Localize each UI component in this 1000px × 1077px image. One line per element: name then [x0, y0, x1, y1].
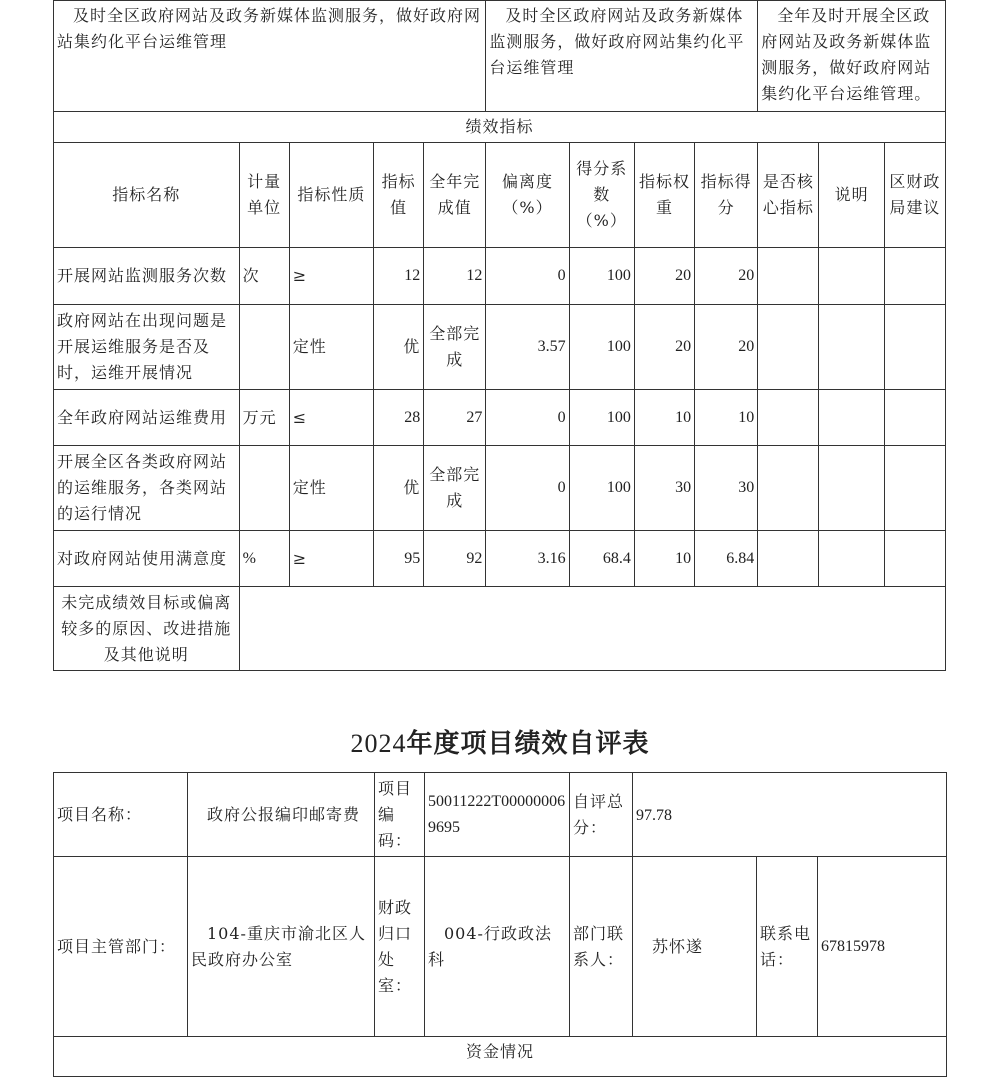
indicator-note	[819, 390, 884, 446]
self-score-value: 97.78	[633, 773, 947, 857]
indicator-weight: 20	[634, 248, 694, 305]
indicator-name: 对政府网站使用满意度	[54, 531, 240, 587]
indicator-nature: 定性	[289, 446, 373, 531]
dept-label: 项目主管部门：	[54, 857, 188, 1037]
indicator-advice	[884, 390, 945, 446]
indicator-target: 优	[374, 446, 424, 531]
finance-office-value: 004-行政政法科	[425, 857, 570, 1037]
indicator-advice	[884, 305, 945, 390]
finance-office-label: 财政归口处室：	[375, 857, 425, 1037]
indicator-core	[758, 531, 819, 587]
indicator-name: 开展网站监测服务次数	[54, 248, 240, 305]
indicator-target: 12	[374, 248, 424, 305]
indicator-note	[819, 531, 884, 587]
indicator-score: 20	[695, 305, 758, 390]
header-cell: 区财政局建议	[884, 143, 945, 248]
indicator-core	[758, 390, 819, 446]
contact-label: 部门联系人：	[570, 857, 633, 1037]
indicator-score: 20	[695, 248, 758, 305]
indicator-actual: 全部完成	[424, 446, 486, 531]
indicator-score: 10	[695, 390, 758, 446]
indicator-note	[819, 446, 884, 531]
indicator-note	[819, 248, 884, 305]
goal-cell-2: 及时全区政府网站及政务新媒体监测服务，做好政府网站集约化平台运维管理	[486, 1, 758, 112]
table-row	[54, 248, 946, 305]
indicator-actual: 12	[424, 248, 486, 305]
header-cell: 指标得分	[695, 143, 758, 248]
indicator-nature: 定性	[289, 305, 373, 390]
header-cell: 是否核心指标	[758, 143, 819, 248]
header-cell: 偏离度（%）	[486, 143, 569, 248]
indicator-coef: 100	[569, 390, 634, 446]
header-cell: 指标权重	[634, 143, 694, 248]
indicator-score: 30	[695, 446, 758, 531]
indicator-name: 政府网站在出现问题是开展运维服务是否及时，运维开展情况	[54, 305, 240, 390]
project-code-label: 项目编码：	[375, 773, 425, 857]
indicator-target: 优	[374, 305, 424, 390]
indicator-target: 95	[374, 531, 424, 587]
indicator-note	[819, 305, 884, 390]
indicator-advice	[884, 446, 945, 531]
indicator-deviation: 3.16	[486, 531, 569, 587]
table-row	[54, 305, 946, 390]
indicator-core	[758, 305, 819, 390]
indicator-deviation: 0	[486, 446, 569, 531]
indicator-weight: 10	[634, 531, 694, 587]
performance-table	[53, 0, 946, 671]
indicator-deviation: 3.57	[486, 305, 569, 390]
title-year: 2024	[350, 729, 407, 758]
title-text: 年度项目绩效自评表	[406, 729, 650, 759]
project-name-value: 政府公报编印邮寄费	[188, 773, 375, 857]
indicator-advice	[884, 248, 945, 305]
reason-value	[239, 587, 945, 671]
dept-value: 104-重庆市渝北区人民政府办公室	[188, 857, 375, 1037]
indicators-section-title: 绩效指标	[54, 112, 946, 143]
goal-cell-1: 及时全区政府网站及政务新媒体监测服务，做好政府网站集约化平台运维管理	[54, 1, 486, 112]
phone-value: 67815978	[818, 857, 947, 1037]
header-cell: 全年完成值	[424, 143, 486, 248]
indicator-deviation: 0	[486, 248, 569, 305]
header-cell: 得分系数（%）	[569, 143, 634, 248]
indicator-coef: 100	[569, 446, 634, 531]
project-info-table	[53, 772, 947, 1077]
header-cell: 说明	[819, 143, 884, 248]
indicator-score: 6.84	[695, 531, 758, 587]
indicator-name: 开展全区各类政府网站的运维服务，各类网站的运行情况	[54, 446, 240, 531]
indicators-header-row	[54, 143, 946, 248]
indicator-coef: 100	[569, 305, 634, 390]
self-score-label: 自评总分：	[570, 773, 633, 857]
indicator-unit	[239, 446, 289, 531]
indicator-weight: 20	[634, 305, 694, 390]
indicator-advice	[884, 531, 945, 587]
reason-label: 未完成绩效目标或偏离较多的原因、改进措施及其他说明	[54, 587, 240, 671]
table-row	[54, 390, 946, 446]
indicator-core	[758, 446, 819, 531]
indicator-weight: 30	[634, 446, 694, 531]
indicator-actual: 92	[424, 531, 486, 587]
indicator-unit: 次	[239, 248, 289, 305]
indicator-target: 28	[374, 390, 424, 446]
table-row	[54, 446, 946, 531]
indicator-unit: %	[239, 531, 289, 587]
indicator-actual: 全部完成	[424, 305, 486, 390]
page-title	[0, 722, 1000, 766]
indicator-unit	[239, 305, 289, 390]
project-name-label: 项目名称：	[54, 773, 188, 857]
header-cell: 指标名称	[54, 143, 240, 248]
header-cell: 指标性质	[289, 143, 373, 248]
project-code-value: 50011222T000000069695	[425, 773, 570, 857]
indicator-coef: 100	[569, 248, 634, 305]
indicator-core	[758, 248, 819, 305]
phone-label: 联系电话：	[757, 857, 818, 1037]
indicator-name: 全年政府网站运维费用	[54, 390, 240, 446]
indicator-unit: 万元	[239, 390, 289, 446]
indicator-deviation: 0	[486, 390, 569, 446]
table-row	[54, 531, 946, 587]
indicator-coef: 68.4	[569, 531, 634, 587]
funding-section-title: 资金情况	[54, 1037, 947, 1077]
indicator-actual: 27	[424, 390, 486, 446]
indicator-nature: ≥	[289, 531, 373, 587]
indicator-weight: 10	[634, 390, 694, 446]
header-cell: 指标值	[374, 143, 424, 248]
indicator-nature: ≤	[289, 390, 373, 446]
contact-value: 苏怀遂	[633, 857, 757, 1037]
indicator-nature: ≥	[289, 248, 373, 305]
header-cell: 计量单位	[239, 143, 289, 248]
goal-cell-3: 全年及时开展全区政府网站及政务新媒体监测服务，做好政府网站集约化平台运维管理。	[758, 1, 946, 112]
